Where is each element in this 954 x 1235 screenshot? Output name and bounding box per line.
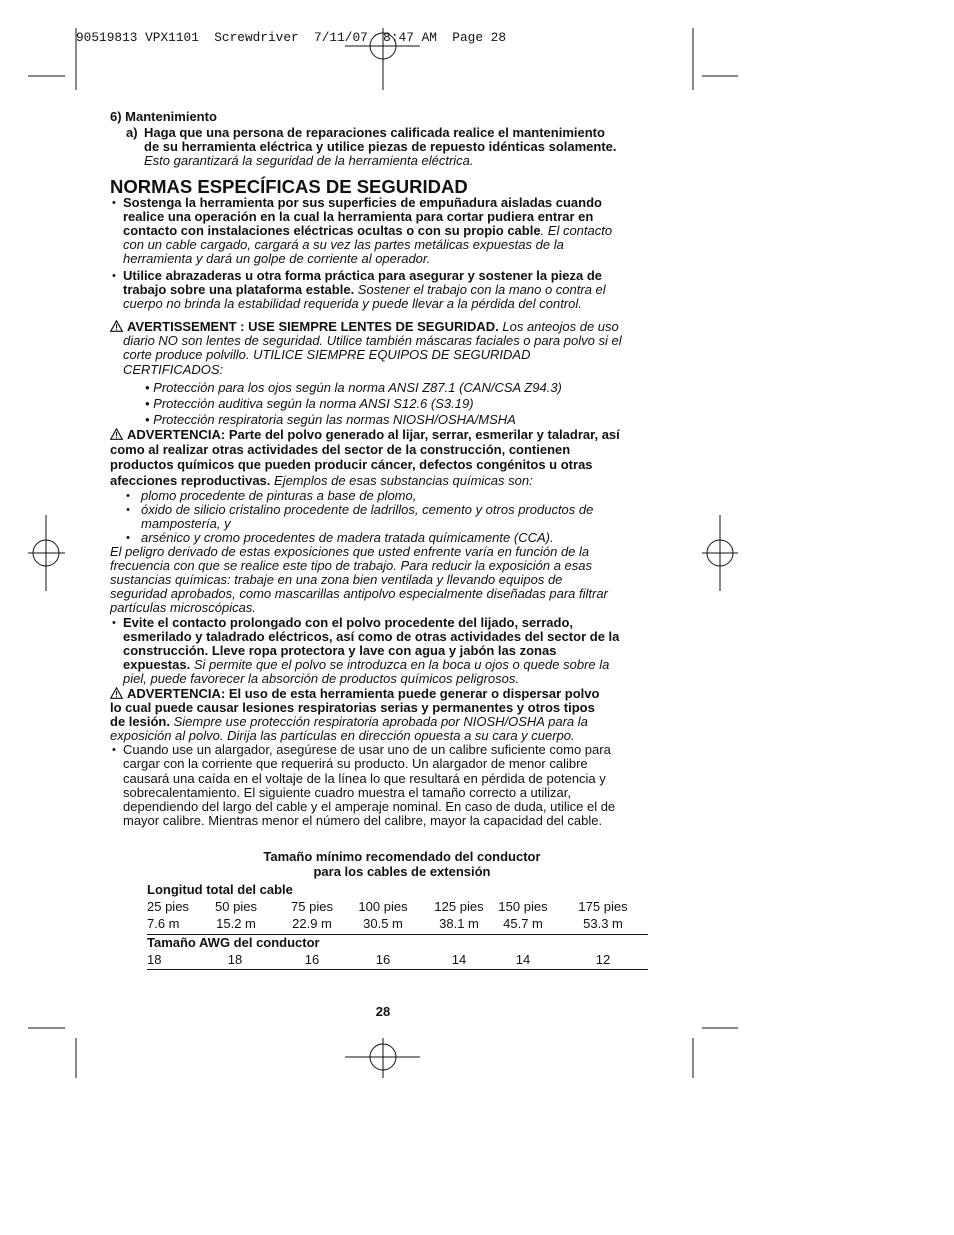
chemical-example: mampostería, y [141, 516, 231, 531]
clamps-rule-note: cuerpo no brinda la estabilidad requerida y puede llevar a la pérdida del control. [123, 296, 582, 311]
exposure-note: partículas microscópicas. [110, 600, 256, 615]
table-cell-meters: 22.9 m [292, 916, 332, 931]
eyewear-warning-text: CERTIFICADOS: [123, 362, 224, 377]
maintenance-heading: 6) Mantenimiento [110, 109, 217, 124]
grip-rule-note: con un cable cargado, cargará a su vez las partes metálicas expuestas de la [123, 237, 564, 252]
section-heading: NORMAS ESPECÍFICAS DE SEGURIDAD [110, 176, 468, 197]
standard-item: • Protección respiratoria según las normas NIOSH/OSHA/MSHA [145, 412, 516, 427]
table-header-awg: Tamaño AWG del conductor [147, 935, 320, 950]
exposure-note: seguridad aprobados, como mascarillas antipolvo especialmente diseñadas para filtrar [110, 586, 608, 601]
eyewear-warning-text: diario NO son lentes de seguridad. Utilice también máscaras faciales o para polvo si el [123, 333, 622, 348]
bullet: • [112, 270, 116, 282]
warning-intro: Ejemplos de esas substancias químicas son: [270, 473, 533, 488]
bullet: • [112, 744, 116, 756]
rule-note: . El contacto [540, 223, 613, 238]
maintenance-line: Haga que una persona de reparaciones calificada realice el mantenimiento [144, 125, 605, 140]
table-cell-feet: 125 pies [434, 899, 484, 914]
bullet: • [126, 490, 130, 502]
table-cell-meters: 30.5 m [363, 916, 403, 931]
rule-emphasis: contacto con instalaciones eléctricas ocultas o con su propio cable [123, 223, 541, 238]
chemical-example: óxido de silicio cristalino procedente de ladrillos, cemento y otros productos de [141, 502, 594, 517]
table-cell-meters: 45.7 m [503, 916, 543, 931]
respiratory-warning-line: ADVERTENCIA: El uso de esta herramienta puede generar o dispersar polvo [127, 686, 600, 701]
contact-rule-line: construcción. Lleve ropa protectora y lave con agua y jabón las zonas [123, 643, 557, 658]
table-cell-awg: 18 [227, 952, 243, 967]
rule-note: Sostener el trabajo con la mano o contra el [354, 282, 606, 297]
grip-rule-line: realice una operación en la cual la herramienta para cortar pudiera entrar en [123, 209, 594, 224]
exposure-note: El peligro derivado de estas exposiciones que usted enfrente varía en función de la [110, 544, 590, 559]
table-cell-feet: 50 pies [215, 899, 257, 914]
maintenance-note: Esto garantizará la seguridad de la herramienta eléctrica. [144, 153, 474, 168]
chemical-example: arsénico y cromo procedentes de madera tratada químicamente (CCA). [141, 530, 554, 545]
exposure-note: sustancias químicas: trabaje en una zona bien ventilada y llevando equipos de [110, 572, 563, 587]
crop-mark-top-right [693, 28, 738, 90]
warning-text: Siempre use protección respiratoria aprobada por NIOSH/OSHA para la [169, 714, 588, 729]
extension-rule-line: causará una caída en el voltaje de la línea lo que resultará en pérdida de potencia y [123, 771, 606, 786]
table-cell-awg: 16 [304, 952, 320, 967]
table-cell-awg: 12 [595, 952, 611, 967]
table-cell-awg: 16 [375, 952, 391, 967]
table-cell-awg: 14 [515, 952, 531, 967]
registration-mark-bottom [345, 1038, 420, 1078]
table-cell-feet: 75 pies [291, 899, 333, 914]
rule-emphasis: trabajo sobre una plataforma estable. [123, 282, 355, 297]
extension-rule-line: sobrecalentamiento. El siguiente cuadro muestra el tamaño correcto a utilizar, [123, 785, 572, 800]
grip-rule-line: Sostenga la herramienta por sus superficies de empuñadura aisladas cuando [123, 195, 602, 210]
extension-rule-line: dependiendo del largo del cable y el amperaje nominal. En caso de duda, utilice el de [123, 799, 616, 814]
warning-lead: AVERTISSEMENT : USE SIEMPRE LENTES DE SEGURIDAD. [127, 319, 499, 334]
table-cell-awg: 18 [147, 952, 162, 967]
table-title: Tamaño mínimo recomendado del conductor [263, 849, 541, 864]
table-cell-meters: 7.6 m [147, 916, 180, 931]
clamps-rule-line: Utilice abrazaderas u otra forma práctica para asegurar y sostener la pieza de [123, 268, 603, 283]
table-cell-meters: 15.2 m [216, 916, 256, 931]
contact-rule-note: piel, puede favorecer la absorción de productos químicos peligrosos. [123, 671, 520, 686]
table-cell-meters: 38.1 m [439, 916, 479, 931]
extension-rule-line: Cuando use un alargador, asegúrese de usar uno de un calibre suficiente como para [123, 742, 611, 757]
table-cell-feet: 150 pies [498, 899, 548, 914]
dust-warning-line: productos químicos que pueden producir cáncer, defectos congénitos u otras [110, 457, 593, 472]
rule-emphasis: expuestas. [123, 657, 191, 672]
bullet: • [126, 504, 130, 516]
eyewear-warning-text: corte produce polvillo. UTILICE SIEMPRE EQUIPOS DE SEGURIDAD [123, 347, 531, 362]
respiratory-warning-line: lo cual puede causar lesiones respiratorias serias y permanentes y otros tipos [110, 700, 595, 715]
print-slug: 90519813 VPX1101 Screwdriver 7/11/07 8:47 AM Page 28 [76, 30, 507, 45]
exposure-note: frecuencia con que se realice este tipo de trabajo. Para reducir la exposición a esas [110, 558, 593, 573]
bullet: • [112, 617, 116, 629]
maintenance-line: de su herramienta eléctrica y utilice piezas de repuesto idénticas solamente. [144, 139, 617, 154]
standard-item: • Protección para los ojos según la norma ANSI Z87.1 (CAN/CSA Z94.3) [145, 380, 562, 395]
crop-mark-bottom-left [28, 1028, 76, 1078]
table-cell-awg: 14 [451, 952, 467, 967]
chemical-example: plomo procedente de pinturas a base de plomo, [141, 488, 417, 503]
rule-note: Si permite que el polvo se introduzca en la boca u ojos o quede sobre la [190, 657, 610, 672]
table-cell-feet: 175 pies [578, 899, 628, 914]
item-marker: a) [126, 125, 138, 140]
warning-text: Los anteojos de uso [498, 319, 619, 334]
warning-emphasis: afecciones reproductivas. [110, 473, 271, 488]
table-cell-meters: 53.3 m [583, 916, 623, 931]
table-title: para los cables de extensión [313, 864, 491, 879]
bullet: • [126, 532, 130, 544]
page-number: 28 [375, 1004, 391, 1019]
crop-mark-top-left [28, 28, 76, 90]
table-cell-feet: 25 pies [147, 899, 189, 914]
table-header-length: Longitud total del cable [147, 882, 293, 897]
warning-emphasis: de lesión. [110, 714, 170, 729]
contact-rule-line: Evite el contacto prolongado con el polvo procedente del lijado, serrado, [123, 615, 574, 630]
dust-warning-line: ADVERTENCIA: Parte del polvo generado al lijar, serrar, esmerilar y taladrar, así [127, 427, 620, 442]
bullet: • [112, 197, 116, 209]
registration-mark-top [345, 28, 420, 90]
standard-item: • Protección auditiva según la norma ANSI S12.6 (S3.19) [145, 396, 474, 411]
dust-warning-line: como al realizar otras actividades del sector de la construcción, contienen [110, 442, 571, 457]
extension-rule-line: cargar con la corriente que requerirá su producto. Un alargador de menor calibre [123, 756, 588, 771]
registration-mark-right [702, 515, 738, 591]
registration-mark-left [28, 515, 65, 591]
table-cell-feet: 100 pies [358, 899, 408, 914]
respiratory-warning-text: exposición al polvo. Dirija las partículas en dirección opuesta a su cara y cuerpo. [110, 728, 575, 743]
grip-rule-note: herramienta y dará un golpe de corriente al operador. [123, 251, 431, 266]
crop-mark-bottom-right [693, 1028, 738, 1078]
extension-rule-line: mayor calibre. Mientras menor el número del calibre, mayor la capacidad del cable. [123, 813, 603, 828]
contact-rule-line: esmerilado y taladrado eléctricos, así como de otras actividades del sector de la [123, 629, 620, 644]
